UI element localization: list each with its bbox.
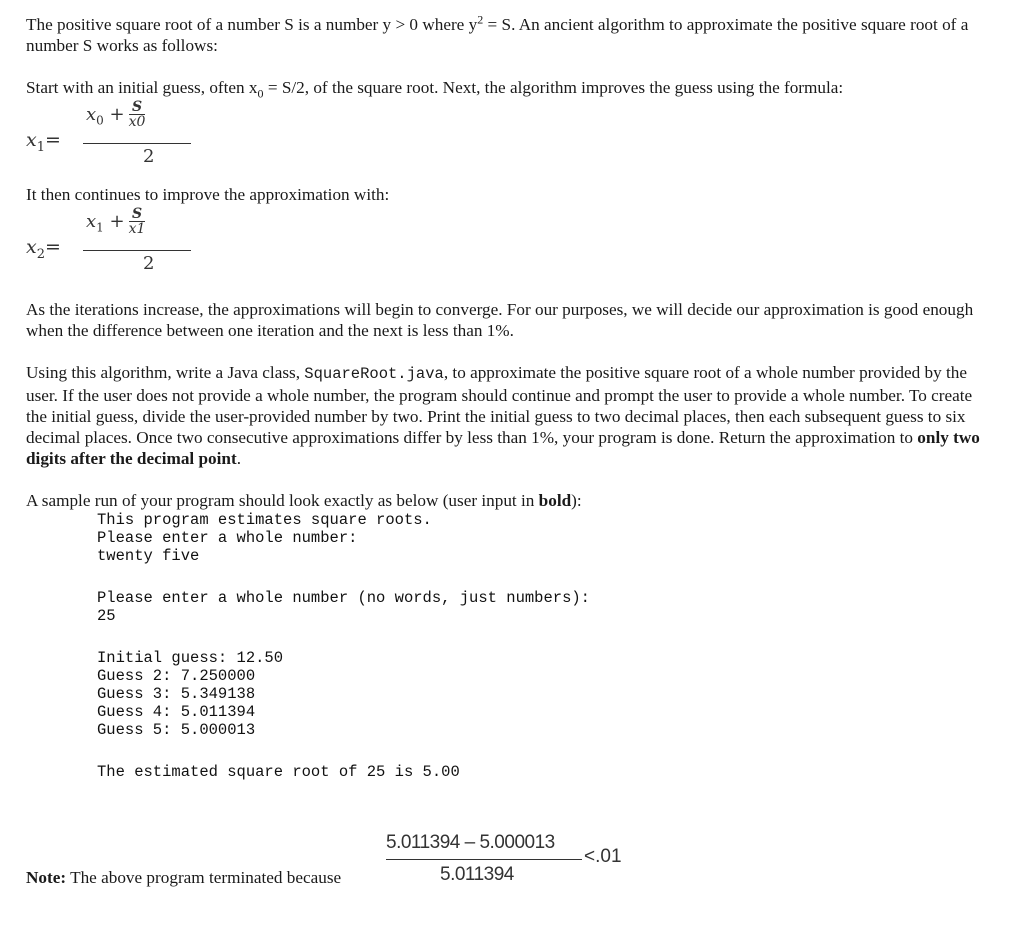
formula-x1-numerator: $x_0$ + $\frac{S}{x0}$	[86, 99, 146, 130]
code-line: Guess 3: 5.349138	[97, 685, 256, 703]
formula-x1-lhs: $x_1=$	[26, 129, 61, 155]
formula-x1	[26, 100, 986, 170]
code-line: Guess 2: 7.250000	[97, 667, 256, 685]
code-line: Guess 4: 5.011394	[97, 703, 256, 721]
termination-numerator: 5.011394 – 5.000013	[386, 832, 555, 853]
converge-paragraph: As the iterations increase, the approximations will begin to converge. For our purposes, we will decide our approximation is good enough when the difference between one iteration and the next is less than 1%.	[26, 300, 974, 340]
code-line-user-input: 25	[97, 607, 116, 625]
sample-paragraph: A sample run of your program should look exactly as below (user input in bold):	[26, 491, 582, 510]
code-line: Guess 5: 5.000013	[97, 721, 256, 739]
formula-x2	[26, 207, 986, 277]
intro-text-b: = S. An ancient algorithm to approximate the positive square root of a number S works as follows:	[26, 15, 969, 55]
sample-run-output	[97, 511, 986, 781]
note-label: Note:	[26, 868, 67, 887]
continue-paragraph: It then continues to improve the approximation with:	[26, 185, 390, 204]
formula-x2-numerator: $x_1$ + $\frac{S}{x1}$	[86, 206, 146, 237]
formula-x2-lhs: $x_2=$	[26, 236, 61, 262]
code-line-user-input: twenty five	[97, 547, 200, 565]
problem-statement	[26, 14, 986, 781]
termination-fraction-bar	[386, 859, 582, 860]
start-text-b: = S/2, of the square root. Next, the algorithm improves the guess using the formula:	[263, 78, 844, 97]
formula-x2-fraction-bar	[83, 250, 191, 251]
task-paragraph: Using this algorithm, write a Java class, SquareRoot.java, to approximate the positive square root of a whole number provided by the user. If the user does not provide a whole number, the program should continue and prompt the user to provide a whole number. To create the initial guess, divide the user-provided number by two. Print the initial guess to two decimal places, then each subsequent guess to six decimal places. Once two consecutive approximations differ by less than 1%, your program is done. Return the approximation to only two digits after the decimal point.	[26, 363, 980, 468]
formula-x2-denominator: 2	[143, 253, 155, 274]
class-name-code: SquareRoot.java	[304, 365, 444, 383]
code-line: Initial guess: 12.50	[97, 649, 284, 667]
note-text: The above program terminated because	[66, 868, 342, 887]
code-line: The estimated square root of 25 is 5.00	[97, 763, 460, 781]
intro-paragraph	[26, 14, 986, 56]
start-paragraph	[26, 77, 986, 101]
formula-x1-fraction-bar	[83, 143, 191, 144]
formula-x1-denominator: 2	[143, 146, 155, 167]
two-digits-emphasis: only two digits after the decimal point	[26, 428, 980, 468]
formula-x2-inner-fraction: $\frac{S}{x1}$	[128, 206, 146, 237]
code-line: Please enter a whole number:	[97, 529, 358, 547]
start-text-a: Start with an initial guess, often x	[26, 78, 258, 97]
note-paragraph	[26, 868, 341, 888]
termination-comparison: <.01	[584, 846, 622, 867]
code-line: Please enter a whole number (no words, just numbers):	[97, 589, 590, 607]
formula-x1-inner-fraction: $\frac{S}{x0}$	[128, 99, 146, 130]
code-line: This program estimates square roots.	[97, 511, 432, 529]
intro-exponent: 2	[477, 12, 484, 27]
intro-text-a: The positive square root of a number S is a number y > 0 where y	[26, 15, 478, 34]
termination-denominator: 5.011394	[440, 864, 514, 885]
bold-word: bold	[538, 491, 572, 510]
start-subscript: 0	[257, 86, 264, 101]
